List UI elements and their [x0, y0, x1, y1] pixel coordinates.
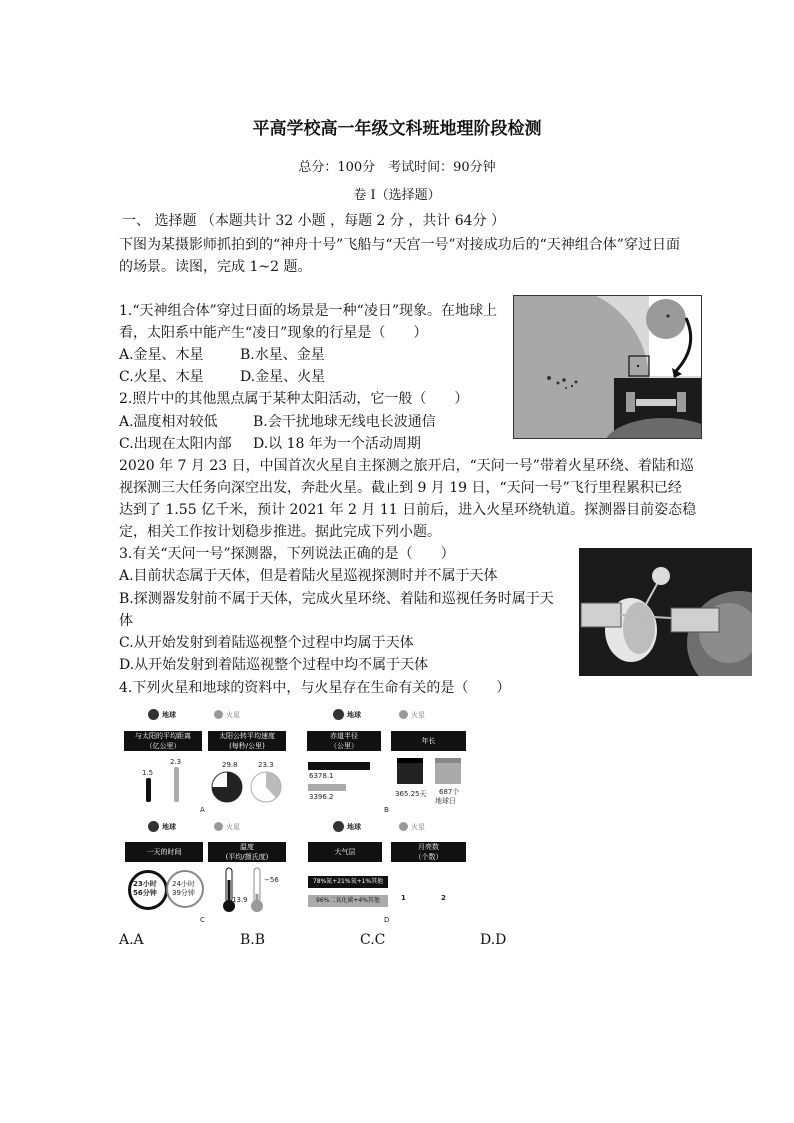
- panel-c-h2: 温度: [240, 843, 254, 851]
- panel-b-mars-year: 687个: [439, 788, 460, 796]
- earth-globe-icon: [148, 821, 159, 832]
- q1-option-b[interactable]: B.水星、金星: [240, 347, 325, 363]
- mars-globe-icon: [399, 710, 408, 719]
- panel-a-earth-label: 地球: [162, 711, 176, 719]
- panel-b-header1: [307, 731, 381, 751]
- sun-transit-photo: [513, 295, 702, 439]
- panel-d-header1: [308, 842, 382, 862]
- intro2-line1: 2020 年 7 月 23 日，中国首次火星自主探测之旅开启，“天问一号”带着火星环绕、着陆和巡: [119, 458, 694, 474]
- panel-b-mars-label: 火星: [411, 711, 425, 719]
- panel-c: [122, 818, 292, 926]
- panel-a-h1u: （亿公里）: [145, 742, 181, 750]
- panel-b: [305, 706, 470, 814]
- panel-d-earth-atmosphere: 78%氮+21%氧+1%其他: [308, 876, 388, 888]
- panel-a-mars-speed: 23.3: [258, 761, 274, 769]
- q4-option-c[interactable]: C.C: [360, 932, 386, 948]
- panel-a-earth-speed: 29.8: [222, 761, 238, 769]
- q1-option-c[interactable]: C.火星、木星: [119, 369, 204, 385]
- panel-c-mars-temp: −56: [264, 876, 279, 884]
- panel-d-moon-icons: [393, 870, 465, 892]
- panel-a-earth-distance: 1.5: [142, 769, 154, 777]
- q1-option-d[interactable]: D.金星、火星: [240, 369, 326, 385]
- q1-stem-line1: 1.“天神组合体”穿过日面的场景是一种“凌日”现象。在地球上: [119, 303, 497, 319]
- earth-globe-icon: [333, 821, 344, 832]
- q3-option-b[interactable]: B.探测器发射前不属于天体，完成火星环绕、着陆和巡视任务时属于天: [119, 591, 554, 607]
- panel-b-earth-year: 365.25天: [395, 790, 427, 798]
- panel-c-earth-day2: 56分钟: [133, 889, 157, 897]
- panel-b-letter: B: [384, 806, 389, 814]
- panel-c-earth-day1: 23小时: [133, 880, 157, 888]
- panel-d-letter: D: [384, 916, 390, 924]
- panel-a-h1: 与太阳的平均距离: [135, 732, 191, 740]
- intro1-line2: 的场景。读图，完成 1~2 题。: [119, 259, 312, 275]
- panel-a-mars-label: 火星: [226, 711, 240, 719]
- q4-option-a[interactable]: A.A: [119, 932, 144, 948]
- panel-d-h2: 月亮数: [418, 843, 439, 851]
- tianwen-photo: [579, 548, 752, 676]
- q3-option-c[interactable]: C.从开始发射到着陆巡视整个过程中均属于天体: [119, 635, 414, 651]
- panel-c-h2u: (平均/摄氏度): [225, 853, 269, 861]
- intro2-line3: 达到了 1.55 亿千米，预计 2021 年 2 月 11 日前后，进入火星环绕轨道。探测器目前姿态稳: [119, 502, 697, 518]
- panel-d-mars-moons: 2: [441, 894, 446, 902]
- panel-c-h1: 一天的时间: [146, 848, 182, 856]
- panel-b-h2: 年长: [421, 737, 436, 745]
- panel-b-mars-radius: 3396.2: [309, 793, 334, 801]
- panel-d-mars-label: 火星: [411, 823, 425, 831]
- panel-d: [305, 818, 470, 926]
- panel-d-earth-label: 地球: [347, 823, 361, 831]
- panel-a-mars-distance: 2.3: [170, 758, 182, 766]
- panel-d-mars-atmosphere: 96%二氧化碳+4%其他: [308, 895, 388, 907]
- intro2-line4: 定，相关工作按计划稳步推进。据此完成下列小题。: [119, 524, 441, 540]
- mars-globe-icon: [214, 822, 223, 831]
- panel-b-earth-radius: 6378.1: [309, 772, 334, 780]
- earth-globe-icon: [148, 709, 159, 720]
- panel-a-mars-distance-bar: [174, 767, 179, 802]
- q2-option-a[interactable]: A.温度相对较低: [119, 414, 218, 430]
- panel-c-earth-temp: 13.9: [232, 896, 248, 904]
- panel-b-mars-radius-bar: [308, 784, 346, 791]
- panel-b-calendar-icons: [395, 756, 467, 786]
- panel-a-letter: A: [200, 806, 205, 814]
- panel-c-mars-day2: 39分钟: [172, 889, 195, 897]
- panel-a-header2: [208, 731, 286, 751]
- panel-a: [122, 706, 292, 814]
- q2-option-b[interactable]: B.会干扰地球无线电长波通信: [253, 414, 436, 430]
- q4-stem: 4.下列火星和地球的资料中，与火星存在生命有关的是（ ）: [119, 680, 511, 696]
- panel-a-speed-dials: [210, 770, 290, 804]
- tianwen-graphic: [579, 548, 752, 676]
- q1-option-a[interactable]: A.金星、木星: [119, 347, 204, 363]
- panel-d-h2u: （个数）: [414, 853, 443, 861]
- panel-b-mars-year-unit: 地球日: [435, 797, 456, 805]
- panel-b-h1: 赤道半径: [330, 732, 358, 740]
- panel-a-h2u: (每秒/公里): [229, 742, 265, 750]
- panel-c-thermometer-icons: [220, 866, 270, 914]
- panel-a-header1: [124, 731, 202, 751]
- panel-a-h2: 太阳公转平均速度: [219, 732, 275, 740]
- panel-d-earth-moons: 1: [401, 894, 406, 902]
- q3-option-b-cont: 体: [119, 613, 133, 629]
- panel-c-mars-day1: 24小时: [172, 880, 195, 888]
- section-heading: 一、 选择题 （本题共计 32 小题 ，每题 2 分 ，共计 64分 ）: [122, 213, 506, 229]
- panel-d-h1: 大气层: [334, 848, 356, 856]
- panel-c-letter: C: [200, 916, 205, 924]
- panel-b-h1u: （公里）: [330, 742, 358, 750]
- panel-c-header1: [125, 842, 203, 862]
- panel-b-earth-radius-bar: [308, 762, 370, 770]
- panel-d-header2: [391, 842, 466, 862]
- panel-b-header2: [391, 731, 466, 751]
- intro2-line2: 视探测三大任务向深空出发，奔赴火星。截止到 9 月 19 日，“天问一号”飞行里程累积已经: [119, 480, 682, 496]
- panel-b-earth-label: 地球: [347, 711, 361, 719]
- q4-option-b[interactable]: B.B: [240, 932, 266, 948]
- earth-globe-icon: [333, 709, 344, 720]
- score-time-line: 总分：100分 考试时间：90分钟: [298, 160, 496, 175]
- q4-option-d[interactable]: D.D: [480, 932, 507, 948]
- q2-stem: 2.照片中的其他黑点属于某种太阳活动，它一般（ ）: [119, 391, 469, 407]
- volume-label: 卷 I（选择题）: [353, 188, 441, 203]
- q3-option-d[interactable]: D.从开始发射到着陆巡视整个过程中均不属于天体: [119, 657, 429, 673]
- mars-globe-icon: [399, 822, 408, 831]
- panel-c-header2: [208, 842, 286, 862]
- panel-a-earth-distance-bar: [146, 778, 151, 802]
- q3-stem: 3.有关“天问一号”探测器，下列说法正确的是（ ）: [119, 546, 455, 562]
- intro1-line1: 下图为某摄影师抓拍到的“神舟十号”飞船与“天宫一号”对接成功后的“天神组合体”穿过日面: [119, 237, 680, 253]
- sun-transit-graphic: [514, 296, 701, 438]
- mars-globe-icon: [214, 710, 223, 719]
- q2-option-d[interactable]: D.以 18 年为一个活动周期: [253, 436, 421, 452]
- q3-option-a[interactable]: A.目前状态属于天体，但是着陆火星巡视探测时并不属于天体: [119, 568, 498, 584]
- panel-c-mars-label: 火星: [226, 823, 240, 831]
- exam-title: 平高学校高一年级文科班地理阶段检测: [252, 119, 542, 139]
- q1-stem-line2: 看，太阳系中能产生“凌日”现象的行星是（ ）: [119, 325, 428, 341]
- panel-c-earth-label: 地球: [162, 823, 176, 831]
- q2-option-c[interactable]: C.出现在太阳内部: [119, 436, 232, 452]
